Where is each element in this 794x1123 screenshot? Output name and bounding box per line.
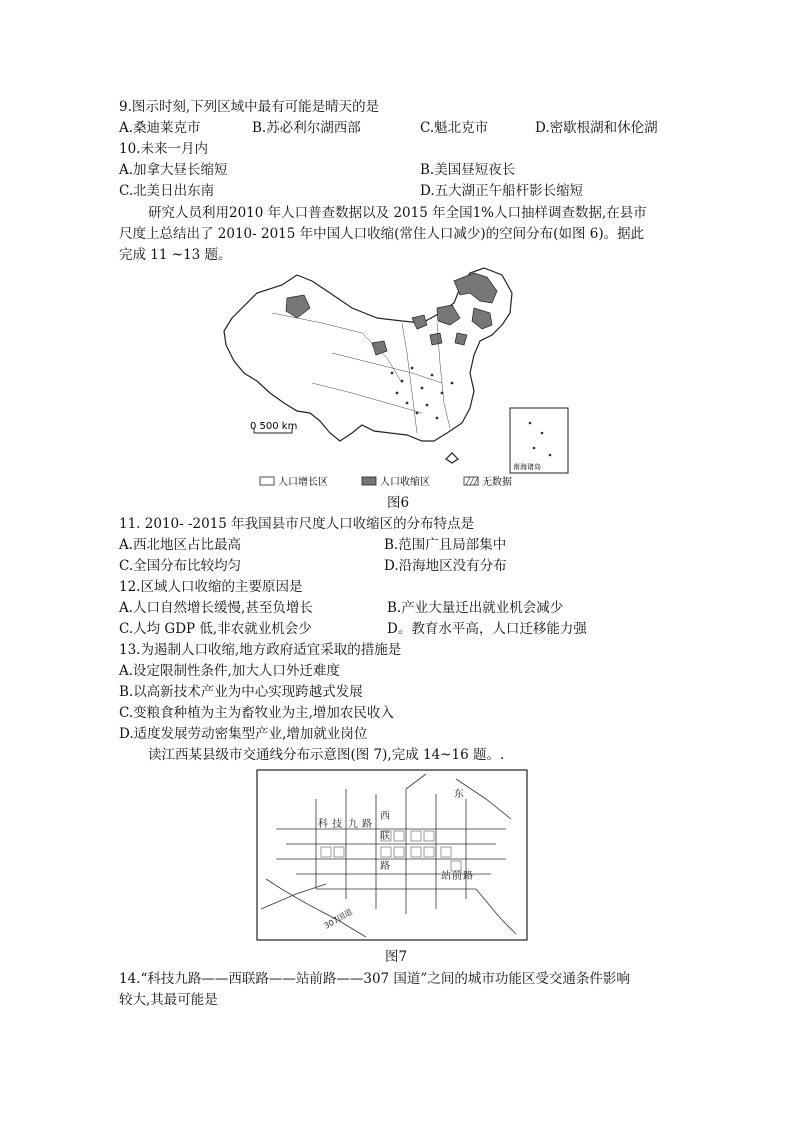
q13-option-a: A.设定限制性条件,加大人口外迁难度 (119, 663, 340, 679)
road-label-5: 西 (380, 811, 390, 822)
figure-7-map (256, 769, 528, 941)
province-borders (272, 313, 450, 433)
road-label-1: 科 (318, 819, 328, 830)
q9-option-d: D.密歇根湖和休伦湖 (535, 120, 658, 136)
q11-option-d: D.沿海地区没有分布 (384, 558, 507, 574)
figure-7-caption: 图7 (385, 949, 408, 965)
inset-label: 南海诸岛 (513, 463, 541, 471)
q11-option-c: C.全国分布比较均匀 (119, 558, 242, 574)
road-label-307: 307国道 (322, 907, 355, 931)
q10-option-b: B.美国昼短夜长 (420, 162, 516, 178)
road-label-10: 路 (463, 871, 473, 882)
figure-6-caption: 图6 (387, 495, 410, 511)
q13-option-d: D.适度发展劳动密集型产业,增加就业岗位 (119, 726, 368, 742)
q12-stem: 12.区域人口收缩的主要原因是 (119, 579, 303, 595)
q11-option-b: B.范围广且局部集中 (384, 537, 507, 553)
road-label-7: 路 (380, 861, 390, 872)
q10-option-d: D.五大湖正午船杆影长缩短 (420, 183, 584, 199)
q13-stem: 13.为遏制人口收缩,地方政府适宜采取的措施是 (119, 642, 402, 658)
q9-option-b: B.苏必利尔湖西部 (252, 120, 361, 136)
q9-option-a: A.桑迪莱克市 (119, 120, 201, 136)
q9-option-c: C.魁北克市 (420, 120, 489, 136)
q11-option-a: A.西北地区占比最高 (119, 537, 242, 553)
scale-label: 0 500 km (250, 421, 298, 432)
q12-option-a: A.人口自然增长缓慢,甚至负增长 (119, 600, 313, 616)
q12-option-c: C.人均 GDP 低,非农就业机会少 (119, 621, 312, 637)
road-label-3: 九 (348, 819, 358, 830)
q14-stem-line-1: 14.“科技九路——西联路——站前路——307 国道”之间的城市功能区受交通条件影响 (119, 971, 630, 987)
q12-option-d: D。教育水平高，人口迁移能力强 (387, 621, 587, 637)
intro1-line-2: 尺度上总结出了 2010- 2015 年中国人口收缩(常住人口减少)的空间分布(如图 6)。据此 (119, 226, 645, 242)
q11-stem: 11. 2010- -2015 年我国县市尺度人口收缩区的分布特点是 (119, 516, 475, 532)
legend-growth: 人口增长区 (278, 477, 328, 488)
road-label-6: 联 (380, 831, 390, 842)
intro2-text: 读江西某县级市交通线分布示意图(图 7),完成 14~16 题。. (148, 747, 505, 763)
road-label-4: 路 (362, 819, 372, 830)
intro1-line-1: 研究人员利用2010 年人口普查数据以及 2015 年全国1%人口抽样调查数据,在县市 (148, 205, 647, 221)
legend-shrink: 人口收缩区 (380, 477, 430, 488)
q13-option-b: B.以高新技术产业为中心实现跨越式发展 (119, 684, 363, 700)
figure-7-frame (257, 770, 527, 940)
q10-option-c: C.北美日出东南 (119, 183, 215, 199)
road-label-9: 前 (452, 871, 462, 882)
q12-option-b: B.产业大量迁出就业机会减少 (387, 600, 564, 616)
q10-stem: 10.未来一月内 (119, 141, 208, 157)
legend-swatch-growth (260, 477, 274, 485)
figure-6-map (212, 263, 582, 493)
county-dots (391, 367, 454, 420)
legend-swatch-shrink (362, 477, 376, 485)
china-outline (224, 268, 512, 463)
road-label-2: 技 (332, 819, 342, 830)
q14-stem-line-2: 较大,其最可能是 (119, 992, 218, 1008)
legend-nodata: 无数据 (482, 477, 512, 488)
q10-option-a: A.加拿大昼长缩短 (119, 162, 228, 178)
intro1-line-3: 完成 11 ~13 题。 (119, 247, 232, 263)
q9-stem: 9.图示时刻,下列区域中最有可能是晴天的是 (119, 99, 380, 115)
q13-option-c: C.变粮食种植为主为畜牧业为主,增加农民收入 (119, 705, 394, 721)
road-label-8: 站 (441, 871, 451, 882)
road-label-11: 东 (454, 789, 464, 800)
